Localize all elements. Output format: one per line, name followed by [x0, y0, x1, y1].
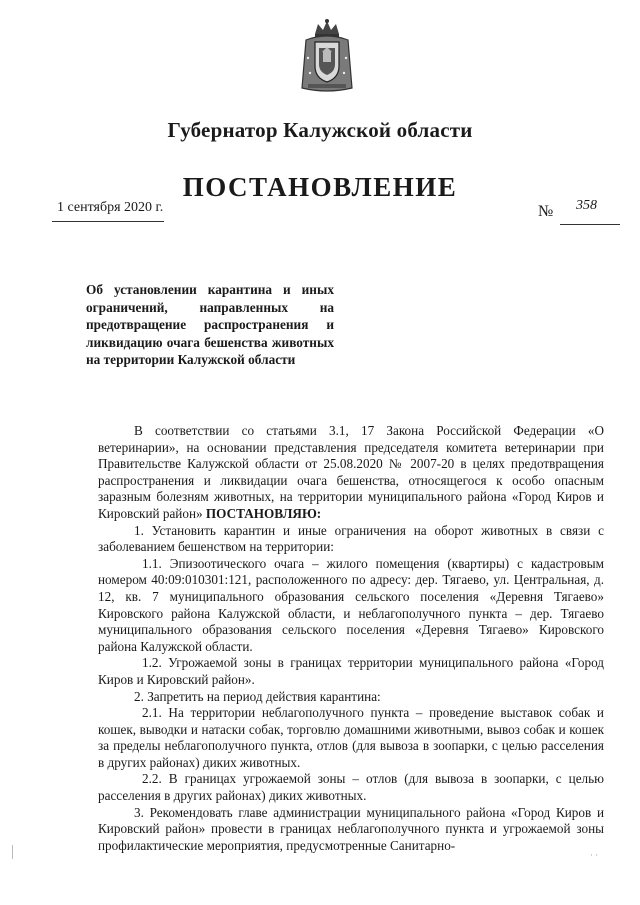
document-subject: Об установлении карантина и иных ограничений, направленных на предотвращение распространения и ликвидацию очага бешенства животных на территории Калужской области: [86, 282, 334, 368]
scan-artifact: · ·: [590, 850, 599, 860]
number-sign: №: [538, 203, 554, 220]
scan-edge-mark: [12, 845, 13, 859]
paragraph-2-1: 2.1. На территории неблагополучного пункта – проведение выставок собак и кошек, выводки и натаски собак, торговлю домашними животными, вывоз собак и кошек за пределы неблагополучного пункта, отлов (для вывоза в зоопарки, с целью расселения в других районах) диких животных.: [98, 705, 604, 770]
preamble-text: В соответствии со статьями 3.1, 17 Закона Российской Федерации «О ветеринарии», на основании представления председателя комитета ветеринарии при Правительстве Калужской области от 25.08.2020 № 2007-20 в целях предотвращения распространения и ликвидации очага бешенства, относящегося к особо опасным заразным болезням животных, на территории муниципального района «Город Киров и Кировский район»: [98, 423, 604, 521]
preamble-paragraph: [98, 423, 604, 523]
resolve-word: ПОСТАНОВЛЯЮ:: [205, 505, 322, 521]
paragraph-3: 3. Рекомендовать главе администрации муниципального района «Город Киров и Кировский район» провести в границах неблагополучного пункта и угрожаемой зоны профилактические мероприятия, предусмотренные Санитарно-: [98, 804, 604, 853]
paragraph-1-2: 1.2. Угрожаемой зоны в границах территории муниципального района «Город Киров и Кировский район».: [98, 655, 604, 687]
document-date: 1 сентября 2020 г.: [57, 200, 164, 215]
coat-of-arms-icon: [298, 18, 356, 94]
document-body: [98, 423, 604, 854]
document-type-title: ПОСТАНОВЛЕНИЕ: [182, 172, 458, 202]
number-underline: [560, 224, 620, 225]
paragraph-1-1: 1.1. Эпизоотического очага – жилого помещения (квартиры) с кадастровым номером 40:09:010301:121, расположенного по адресу: дер. Тягаево, ул. Центральная, д. 12, кв. 7 муниципального образования сельского поселения «Деревня Тягаево» Кировского района Калужской области, и неблагополучного пункта – дер. Тягаево муниципального образования сельского поселения «Деревня Тягаево» Кировского района Калужской области.: [98, 555, 604, 654]
date-underline: [52, 221, 164, 222]
paragraph-2-2: 2.2. В границах угрожаемой зоны – отлов (для вывоза в зоопарки, с целью расселения в других районах) диких животных.: [98, 771, 604, 804]
document-number: 358: [576, 198, 597, 213]
paragraph-1: 1. Установить карантин и иные ограничения на оборот животных в связи с заболеванием бешенством на территории:: [98, 522, 604, 555]
issuing-authority: Губернатор Калужской области: [167, 118, 473, 142]
paragraph-2: 2. Запретить на период действия карантина:: [134, 688, 381, 704]
